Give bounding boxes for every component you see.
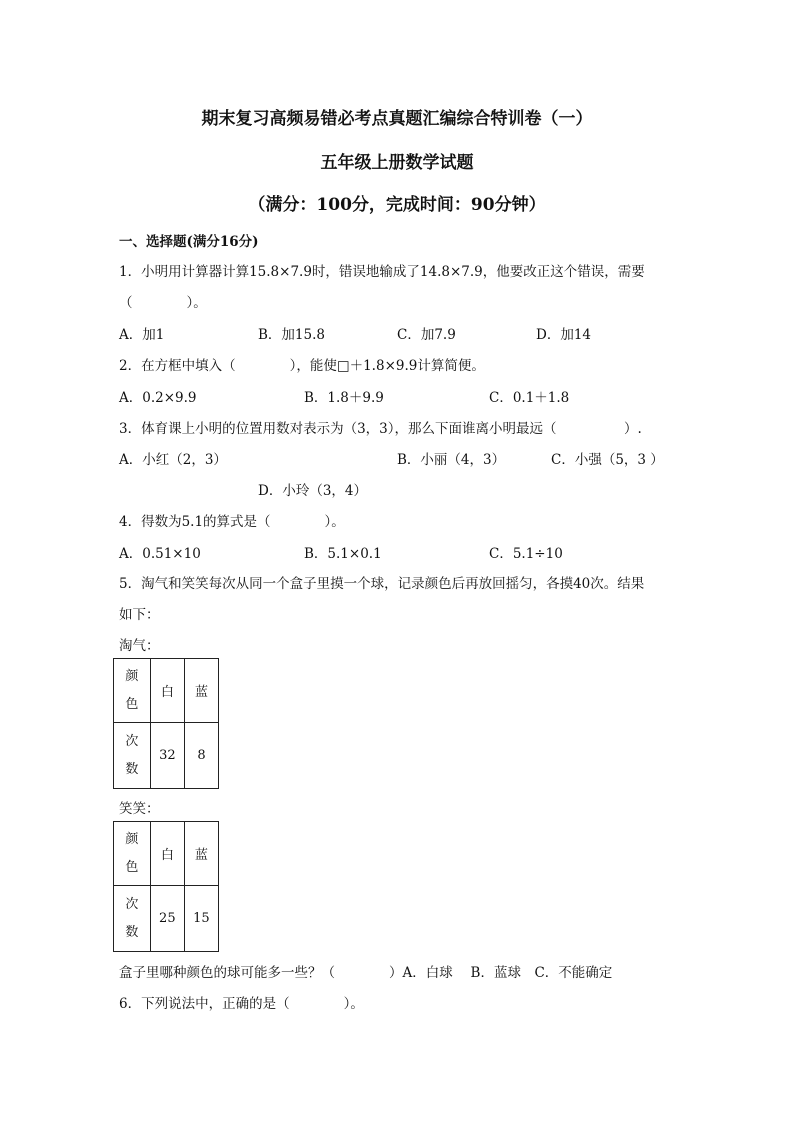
q3-option-c: C．小强（5，3 ）	[551, 452, 664, 468]
score-info: （满分：100分，完成时间：90分钟）	[248, 195, 546, 215]
q1-option-b: B．加15.8	[258, 327, 325, 343]
cell-blue-count: 15	[184, 886, 218, 952]
col-header-blue: 蓝	[184, 822, 218, 886]
q3-stem: 3．体育课上小明的位置用数对表示为（3，3），那么下面谁离小明最远（ ）.	[119, 421, 642, 437]
q4-option-c: C．5.1÷10	[489, 546, 563, 562]
q5-stem-line2: 如下：	[119, 607, 160, 623]
q1-option-a: A．加1	[119, 327, 165, 343]
paper-subtitle: 五年级上册数学试题	[320, 153, 474, 173]
q3-option-d: D．小玲（3，4）	[258, 483, 368, 499]
table-taoqi	[113, 658, 219, 789]
q1-stem-line1: 1．小明用计算器计算15.8×7.9时，错误地输成了14.8×7.9，他要改正这个错误，需要	[119, 264, 645, 280]
q2-option-c: C．0.1＋1.8	[489, 390, 570, 406]
q1-option-c: C．加7.9	[397, 327, 456, 343]
q5-question: 盒子里哪种颜色的球可能多一些？（ ）A．白球 B．蓝球 C．不能确定	[119, 965, 613, 981]
row-header-count: 次 数	[114, 723, 151, 789]
col-header-white: 白	[150, 659, 184, 723]
q1-stem-line2: （ ）。	[119, 295, 207, 311]
table2-label: 笑笑：	[119, 801, 160, 817]
row-header-color: 颜 色	[114, 659, 151, 723]
cell-blue-count: 8	[185, 723, 219, 789]
table-xiaoxiao	[113, 821, 219, 952]
q4-option-b: B．5.1×0.1	[304, 546, 382, 562]
col-header-blue: 蓝	[185, 659, 219, 723]
col-header-white: 白	[150, 822, 184, 886]
q2-option-a: A．0.2×9.9	[119, 390, 197, 406]
row-header-count: 次 数	[114, 886, 151, 952]
q2-option-b: B．1.8＋9.9	[304, 390, 384, 406]
q5-stem-line1: 5．淘气和笑笑每次从同一个盒子里摸一个球，记录颜色后再放回摇匀，各摸40次。结果	[119, 576, 645, 592]
q2-stem: 2．在方框中填入（ ），能使□＋1.8×9.9计算简便。	[119, 358, 485, 374]
section-heading: 一、选择题(满分16分)	[119, 234, 259, 250]
row-header-color: 颜 色	[114, 822, 151, 886]
q4-option-a: A．0.51×10	[119, 546, 201, 562]
q1-option-d: D．加14	[536, 327, 592, 343]
q6-stem: 6．下列说法中，正确的是（ ）。	[119, 996, 364, 1012]
q4-stem: 4．得数为5.1的算式是（ ）。	[119, 514, 345, 530]
q3-option-a: A．小红（2，3）	[119, 452, 227, 468]
cell-white-count: 25	[150, 886, 184, 952]
cell-white-count: 32	[150, 723, 184, 789]
q3-option-b: B．小丽（4，3）	[397, 452, 506, 468]
table1-label: 淘气：	[119, 638, 160, 654]
paper-title: 期末复习高频易错必考点真题汇编综合特训卷（一）	[201, 109, 593, 129]
